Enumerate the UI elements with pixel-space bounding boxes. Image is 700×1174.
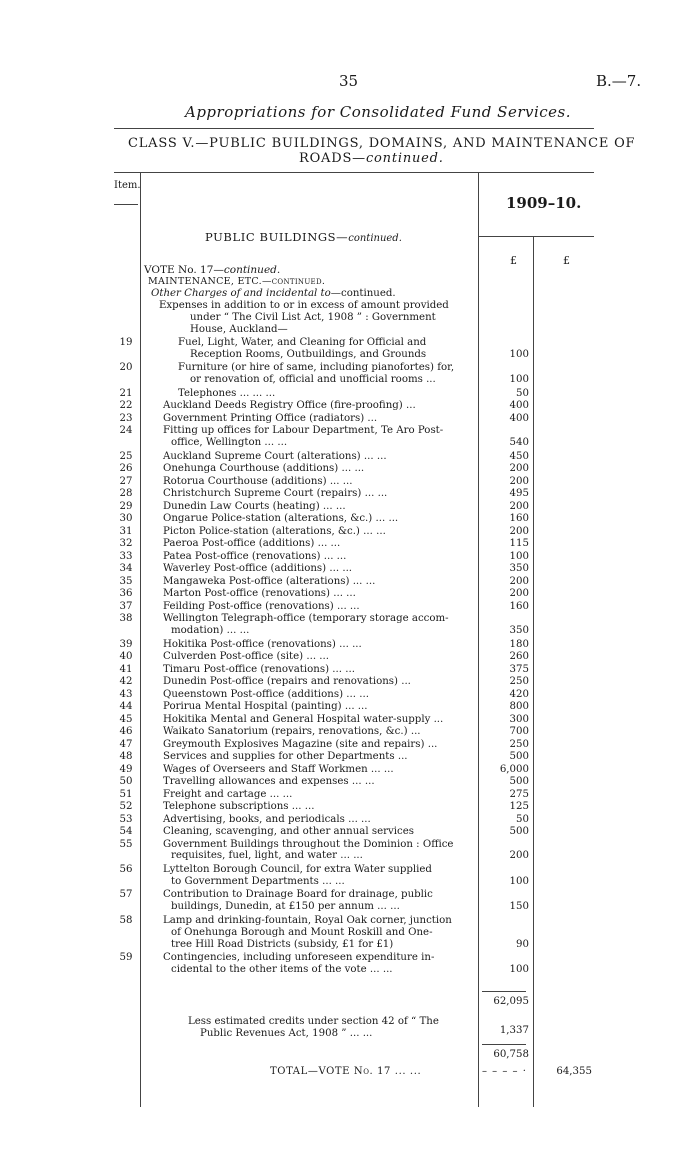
item-amount: 350 — [509, 625, 529, 637]
item-header: Item. — [114, 180, 141, 191]
expenses-line-2: under “ The Civil List Act, 1908 ” : Government — [190, 312, 436, 323]
item-amount: 200 — [509, 500, 529, 512]
item-description-line: Contingencies, including unforeseen expenditure in- — [163, 952, 435, 964]
item-amount: 100 — [509, 348, 529, 360]
table-rule-top — [114, 172, 594, 173]
item-amount: 500 — [509, 751, 529, 763]
item-number: 56 — [119, 864, 133, 875]
section-title — [205, 230, 402, 244]
table-row — [0, 451, 700, 463]
item-amount: 350 — [509, 563, 529, 575]
item-description-line: Wellington Telegraph-office (temporary storage accom- — [163, 613, 449, 625]
item-description-line: Fitting up offices for Labour Department, Te Aro Post- — [163, 425, 444, 437]
item-description-line: Telephone subscriptions ... ... — [163, 801, 315, 813]
item-description-line: Government Printing Office (radiators) ... — [163, 412, 378, 424]
year-header: 1909–10. — [506, 194, 582, 212]
item-description-line: Cleaning, scavenging, and other annual services — [163, 826, 414, 838]
table-row — [0, 639, 700, 651]
item-description-line: or renovation of, official and unofficial rooms ... — [190, 374, 436, 386]
item-number: 26 — [119, 463, 133, 475]
item-number: 43 — [119, 688, 133, 700]
table-row — [0, 701, 700, 713]
table-row — [0, 362, 700, 386]
item-description-line: Paeroa Post-office (additions) ... ... — [163, 538, 341, 550]
item-description-line: Lamp and drinking-fountain, Royal Oak corner, junction — [163, 914, 452, 926]
item-amount: 200 — [509, 475, 529, 487]
item-amount: 275 — [509, 788, 529, 800]
table-row — [0, 476, 700, 488]
item-number: 51 — [119, 788, 133, 800]
item-amount: 160 — [509, 513, 529, 525]
net-amount: 60,758 — [493, 1049, 529, 1060]
table-row — [0, 501, 700, 513]
item-description-line: Waikato Sanatorium (repairs, renovations, &c.) ... — [163, 726, 421, 738]
item-number: 23 — [119, 412, 133, 424]
page-number: 35 — [339, 72, 359, 90]
item-number: 58 — [119, 914, 133, 926]
item-description-line: Reception Rooms, Outbuildings, and Grounds — [190, 348, 427, 360]
class-heading-roads: ROADS— — [299, 151, 366, 166]
item-amount: 420 — [509, 688, 529, 700]
table-row — [0, 400, 700, 412]
item-number: 33 — [119, 550, 133, 562]
table-row — [0, 551, 700, 563]
table-row — [0, 776, 700, 788]
item-number: 55 — [119, 838, 133, 850]
item-description-line: to Government Departments ... ... — [171, 875, 345, 887]
table-row — [0, 839, 700, 863]
item-description-line: Onehunga Courthouse (additions) ... ... — [163, 463, 365, 475]
item-amount: 450 — [509, 450, 529, 462]
item-description-line: tree Hill Road Districts (subsidy, £1 for £1) — [171, 938, 394, 950]
item-amount: 200 — [509, 575, 529, 587]
table-row — [0, 664, 700, 676]
expenses-line-1: Expenses in addition to or in excess of amount provided — [159, 300, 449, 311]
item-number: 59 — [119, 952, 133, 964]
item-description-line: Mangaweka Post-office (alterations) ... ... — [163, 575, 376, 587]
year-header-rule — [478, 236, 594, 237]
table-row — [0, 726, 700, 738]
item-description-line: Auckland Deeds Registry Office (fire-proofing) ... — [163, 400, 416, 412]
item-amount: 200 — [509, 463, 529, 475]
item-description-line: Hokitika Post-office (renovations) ... ... — [163, 638, 362, 650]
item-amount: 400 — [509, 400, 529, 412]
table-row — [0, 613, 700, 637]
class-heading-continued: continued. — [365, 151, 444, 166]
item-number: 32 — [119, 538, 133, 550]
subtotal-amount: 62,095 — [493, 996, 529, 1007]
item-amount: 90 — [516, 938, 529, 950]
item-amount: 50 — [516, 387, 529, 399]
credits-line-2: Public Revenues Act, 1908 ” ... ... — [200, 1028, 373, 1039]
item-amount: 700 — [509, 726, 529, 738]
table-row — [0, 789, 700, 801]
table-row — [0, 601, 700, 613]
item-header-rule — [114, 204, 138, 205]
item-description-line: Greymouth Explosives Magazine (site and repairs) ... — [163, 738, 438, 750]
currency-symbol-2: £ — [563, 254, 570, 267]
item-number: 48 — [119, 751, 133, 763]
item-number: 24 — [119, 425, 133, 437]
item-number: 41 — [119, 663, 133, 675]
subtotal-rule — [482, 991, 526, 992]
table-row — [0, 864, 700, 888]
item-description-line: Government Buildings throughout the Dominion : Office — [163, 838, 454, 850]
item-amount: 400 — [509, 412, 529, 424]
item-amount: 100 — [509, 550, 529, 562]
item-number: 29 — [119, 500, 133, 512]
item-number: 21 — [119, 387, 133, 399]
item-description-line: Patea Post-office (renovations) ... ... — [163, 550, 347, 562]
table-row — [0, 463, 700, 475]
item-amount: 100 — [509, 374, 529, 386]
item-description-line: Porirua Mental Hospital (painting) ... ... — [163, 701, 368, 713]
other-charges-continued: continued. — [340, 288, 396, 299]
item-description-line: Auckland Supreme Court (alterations) ... ... — [163, 450, 387, 462]
item-amount: 540 — [509, 437, 529, 449]
item-amount: 375 — [509, 663, 529, 675]
item-description-line: of Onehunga Borough and Mount Roskill and One- — [171, 926, 433, 938]
table-row — [0, 801, 700, 813]
item-number: 20 — [119, 362, 133, 374]
item-description-line: Christchurch Supreme Court (repairs) ... ... — [163, 488, 388, 500]
item-description-line: Fuel, Light, Water, and Cleaning for Official and — [178, 337, 427, 348]
table-row — [0, 563, 700, 575]
item-amount: 200 — [509, 850, 529, 862]
item-amount: 115 — [509, 538, 529, 550]
table-row — [0, 826, 700, 838]
vote-heading-continued: continued. — [223, 264, 281, 276]
item-number: 38 — [119, 613, 133, 625]
item-description-line: Feilding Post-office (renovations) ... ... — [163, 600, 360, 612]
item-description-line: cidental to the other items of the vote ... ... — [171, 963, 393, 975]
section-title-main: PUBLIC BUILDINGS— — [205, 230, 349, 244]
item-number: 47 — [119, 738, 133, 750]
item-amount: 200 — [509, 588, 529, 600]
item-number: 37 — [119, 600, 133, 612]
section-title-continued: continued. — [348, 233, 402, 244]
table-row — [0, 952, 700, 976]
item-description-line: Rotorua Courthouse (additions) ... ... — [163, 475, 353, 487]
item-number: 31 — [119, 525, 133, 537]
item-number: 42 — [119, 676, 133, 688]
item-description-line: Picton Police-station (alterations, &c.) ... ... — [163, 525, 386, 537]
table-row — [0, 814, 700, 826]
item-description-line: office, Wellington ... ... — [171, 437, 288, 449]
table-row — [0, 676, 700, 688]
item-description-line: Furniture (or hire of same, including pianofortes) for, — [178, 362, 455, 374]
table-row — [0, 413, 700, 425]
document-reference: B.—7. — [596, 72, 642, 90]
item-number: 34 — [119, 563, 133, 575]
item-number: 49 — [119, 763, 133, 775]
table-row — [0, 388, 700, 400]
item-number: 27 — [119, 475, 133, 487]
item-amount: 6,000 — [499, 763, 529, 775]
total-label: TOTAL—VOTE No. 17 ... ... — [270, 1066, 422, 1077]
maintenance-heading: MAINTENANCE, ETC.—continued. — [148, 276, 326, 287]
item-description-line: Advertising, books, and periodicals ... ... — [163, 813, 371, 825]
item-amount: 250 — [509, 738, 529, 750]
item-description-line: Freight and cartage ... ... — [163, 788, 293, 800]
page-title: Appropriations for Consolidated Fund Services. — [185, 103, 572, 121]
table-row — [0, 889, 700, 913]
table-row — [0, 739, 700, 751]
table-row — [0, 651, 700, 663]
item-amount: 180 — [509, 638, 529, 650]
table-row — [0, 588, 700, 600]
table-row — [0, 764, 700, 776]
class-heading-line2 — [299, 151, 444, 166]
item-description-line: Lyttelton Borough Council, for extra Water supplied — [163, 864, 432, 875]
table-row — [0, 488, 700, 500]
item-amount: 250 — [509, 676, 529, 688]
item-amount: 100 — [509, 875, 529, 887]
item-amount: 495 — [509, 488, 529, 500]
expenses-line-3: House, Auckland— — [190, 324, 288, 335]
vote-heading-main: VOTE No. 17— — [144, 264, 224, 276]
item-number: 53 — [119, 813, 133, 825]
table-row — [0, 538, 700, 550]
item-number: 19 — [119, 337, 133, 348]
item-description-line: Timaru Post-office (renovations) ... ... — [163, 663, 355, 675]
item-number: 39 — [119, 638, 133, 650]
credits-line-1: Less estimated credits under section 42 of “ The — [188, 1016, 439, 1027]
item-number: 45 — [119, 713, 133, 725]
item-amount: 50 — [516, 813, 529, 825]
total-amount: 64,355 — [556, 1066, 592, 1077]
table-row — [0, 915, 700, 951]
item-number: 52 — [119, 801, 133, 813]
item-number: 25 — [119, 450, 133, 462]
item-description-line: Ongarue Police-station (alterations, &c.) ... ... — [163, 513, 399, 525]
table-row — [0, 714, 700, 726]
item-number: 46 — [119, 726, 133, 738]
table-row — [0, 526, 700, 538]
item-description-line: buildings, Dunedin, at £150 per annum ... ... — [171, 901, 400, 913]
currency-symbol-1: £ — [510, 254, 517, 267]
item-description-line: Culverden Post-office (site) ... ... — [163, 651, 330, 663]
item-amount: 300 — [509, 713, 529, 725]
table-row — [0, 576, 700, 588]
item-description-line: Queenstown Post-office (additions) ... ... — [163, 688, 369, 700]
other-charges-italic: Other Charges of and incidental to— — [151, 288, 341, 299]
class-heading-line1: CLASS V.—PUBLIC BUILDINGS, DOMAINS, AND MAINTENANCE OF — [128, 136, 636, 151]
item-description-line: Contribution to Drainage Board for drainage, public — [163, 889, 433, 901]
item-description-line: requisites, fuel, light, and water ... ... — [171, 850, 363, 862]
item-number: 40 — [119, 651, 133, 663]
item-number: 50 — [119, 776, 133, 788]
item-number: 36 — [119, 588, 133, 600]
vote-heading — [144, 264, 280, 276]
item-amount: 150 — [509, 901, 529, 913]
item-number: 28 — [119, 488, 133, 500]
item-description-line: Dunedin Post-office (repairs and renovations) ... — [163, 676, 411, 688]
item-number: 22 — [119, 400, 133, 412]
item-description-line: Telephones ... ... ... — [178, 387, 276, 399]
item-description-line: Hokitika Mental and General Hospital water-supply ... — [163, 713, 444, 725]
item-number: 30 — [119, 513, 133, 525]
table-row — [0, 513, 700, 525]
item-amount: 500 — [509, 776, 529, 788]
item-description-line: Dunedin Law Courts (heating) ... ... — [163, 500, 346, 512]
table-row — [0, 425, 700, 449]
table-row — [0, 337, 700, 361]
item-amount: 500 — [509, 826, 529, 838]
other-charges-heading — [151, 288, 396, 299]
item-description-line: Travelling allowances and expenses ... ... — [163, 776, 375, 788]
item-number: 44 — [119, 701, 133, 713]
table-row — [0, 689, 700, 701]
item-description-line: modation) ... ... — [171, 625, 250, 637]
item-description-line: Wages of Overseers and Staff Workmen ... ... — [163, 763, 394, 775]
net-rule — [482, 1044, 526, 1045]
item-amount: 125 — [509, 801, 529, 813]
item-amount: 160 — [509, 600, 529, 612]
item-number: 35 — [119, 575, 133, 587]
total-dash-line: – – – – · — [482, 1066, 527, 1077]
item-description-line: Services and supplies for other Departments ... — [163, 751, 408, 763]
credits-amount: 1,337 — [499, 1025, 529, 1036]
header-rule-top — [114, 128, 594, 129]
item-amount: 260 — [509, 651, 529, 663]
item-number: 57 — [119, 889, 133, 901]
item-description-line: Marton Post-office (renovations) ... ... — [163, 588, 356, 600]
item-amount: 200 — [509, 525, 529, 537]
item-amount: 100 — [509, 963, 529, 975]
table-row — [0, 751, 700, 763]
item-description-line: Waverley Post-office (additions) ... ... — [163, 563, 353, 575]
item-amount: 800 — [509, 701, 529, 713]
item-number: 54 — [119, 826, 133, 838]
